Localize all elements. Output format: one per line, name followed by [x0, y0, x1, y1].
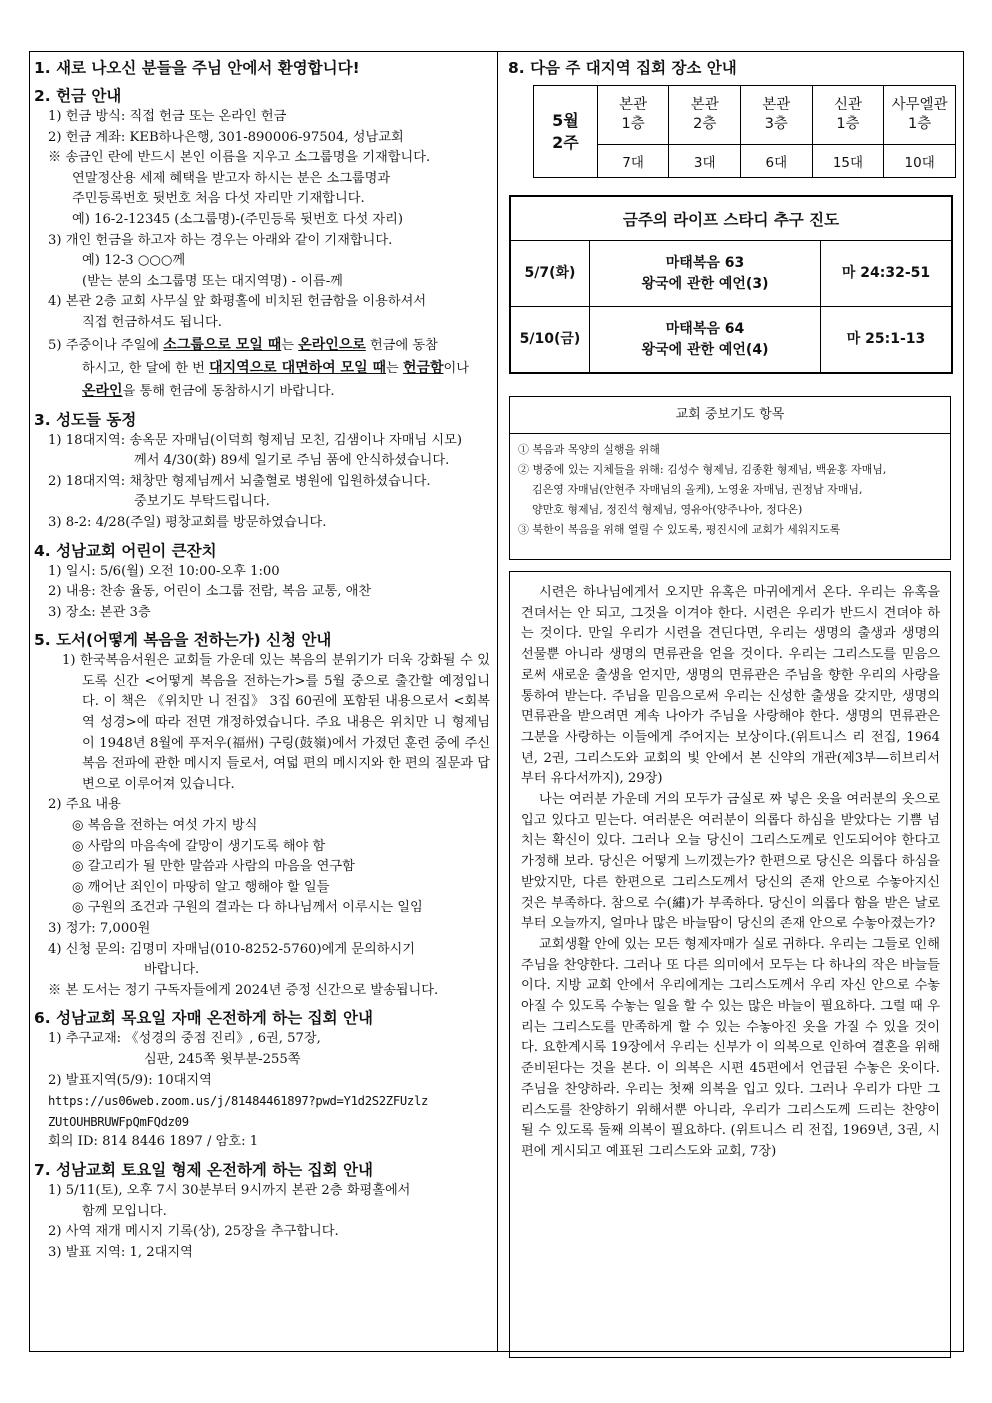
highlight: 온라인: [82, 382, 123, 399]
list-item: ◎ 사람의 마음속에 갈망이 생기도록 해야 함: [72, 838, 326, 854]
place-value: 10대: [884, 145, 956, 178]
line: ※ 송금인 란에 반드시 본인 이름을 지우고 소그룹명을 기재합니다.: [48, 150, 431, 166]
section-title: 3. 성도들 동정: [34, 410, 137, 429]
study-ref: 마 24:32-51: [821, 241, 952, 307]
reading-box: [509, 571, 951, 1358]
line: 께서 4/30(화) 89세 일기로 주님 품에 안식하셨습니다.: [134, 453, 450, 469]
line: 주민등록번호 뒷번호 처음 다섯 자리만 기재합니다.: [72, 191, 365, 207]
section-sisters-meeting: [34, 1007, 490, 1153]
right-column: [506, 57, 956, 1159]
line: 1) 18대지역: 송옥문 자매님(이덕희 형제님 모친, 김샘이나 자매님 시모): [48, 432, 462, 448]
section-brothers-meeting: [34, 1159, 490, 1263]
place-value: 3대: [669, 145, 741, 178]
prayer-item: 김은영 자매님(안현주 자매님의 올케), 노영윤 자매님, 권정남 자매님,: [532, 483, 863, 496]
offering-item-5-cont: 온라인을 통해 헌금에 동참하시기 바랍니다.: [82, 382, 335, 399]
line: 예) 16-2-12345 (소그룹명)-(주민등록 뒷번호 다섯 자리): [72, 211, 403, 227]
line: 직접 헌금하셔도 됩니다.: [82, 314, 222, 330]
line: 3) 8-2: 4/28(주일) 평창교회를 방문하였습니다.: [48, 514, 327, 530]
line: 연말정산용 세제 혜택을 받고자 하시는 분은 소그룹명과: [72, 170, 391, 186]
study-lesson: 마태복음 64 왕국에 관한 예언(4): [590, 307, 821, 373]
line: 3) 개인 헌금을 하고자 하는 경우는 아래와 같이 기재합니다.: [48, 232, 393, 248]
line: 1) 일시: 5/6(월) 오전 10:00-오후 1:00: [48, 563, 280, 579]
line: 3) 정가: 7,000원: [48, 921, 151, 936]
table-row: [511, 307, 952, 373]
section-title: 1. 새로 나오신 분들을 주님 안에서 환영합니다!: [34, 59, 360, 77]
line: 3) 발표 지역: 1, 2대지역: [48, 1244, 193, 1260]
place-value: 15대: [812, 145, 884, 178]
prayer-item: ① 복음과 목양의 실행을 위해: [518, 443, 660, 456]
week-cell: 5월 2주: [534, 86, 598, 178]
reading-paragraph: 교회생활 안에 있는 모든 형제자매가 실로 귀하다. 우리는 그들로 인해 주님을 찬양한다. 그러나 또 다른 의미에서 모두는 다 하나의 작은 바늘들이다. 지방 교회 안에서 우리에게는 그리스도께서 우리 자신 안으로 수놓아질 수 있도록 수놓는 일을 할 수 있는 많은 바늘이 필요하다. 그럴 때 우리는 그리스도를 만족하게 할 수 있는 수놓아진 옷을 가질 수 있을 것이다. 요한계시록 19장에서 우리는 신부가 이 의복으로 인하여 결혼을 위해 준비된다는 것을 본다. 이 의복은 시편 45편에서 언급된 수놓은 옷이다. 주님을 찬양하라. 우리는 첫째 의복을 입고 있다. 그러나 우리가 다만 그리스도를 찬양하기 위해서뿐 아니라, 우리가 그리스도께 드리는 찬양이 될 수 있도록 둘째 의복이 필요하다. (위트니스 리 전집, 1969년, 3권, 시편에 게시되고 예표된 그리스도와 교회, 7장): [521, 936, 940, 1159]
line: 1) 추구교재: 《성경의 중점 진리》, 6권, 57장,: [48, 1031, 321, 1047]
line: 4) 본관 2층 교회 사무실 앞 화평홀에 비치된 헌금함을 이용하셔서: [48, 294, 427, 310]
line: 1) 헌금 방식: 직접 헌금 또는 온라인 헌금: [48, 109, 287, 124]
place-header: 본관 3층: [741, 86, 813, 145]
study-ref: 마 25:1-13: [821, 307, 952, 373]
place-value: 7대: [597, 145, 669, 178]
book-description: 1) 한국복음서원은 교회들 가운데 있는 복음의 분위기가 더욱 강화될 수 있도록 신간 <어떻게 복음을 전하는가>를 5월 중으로 출간할 예정입니다. 이 책은 《위치만 니 전집》 3집 60권에 포함된 내용으로서 <회복역 성경>에 따라 전면 개정하였습니다. 주요 내용은 위치만 니 형제님이 1948년 8월에 푸저우(福州) 구링(鼓嶺)에서 가졌던 훈련 중에 주신 복음 전파에 관한 메시지 들로서, 여덟 편의 메시지와 한 편의 질문과 답변으로 이루어져 있습니다.: [62, 653, 490, 792]
prayer-item: ③ 북한이 복음을 위해 열릴 수 있도록, 평진시에 교회가 세워지도록: [518, 523, 841, 536]
line: 2) 주요 내용: [48, 797, 121, 813]
line: 2) 내용: 찬송 율동, 어린이 소그룹 전람, 복음 교통, 애찬: [48, 584, 372, 600]
prayer-item: ② 병중에 있는 지체들을 위해: 김성수 형제님, 김종환 형제님, 백윤홍 자매님,: [518, 463, 887, 476]
left-column: [34, 57, 490, 1269]
line: (받는 분의 소그룹명 또는 대지역명) - 이름-께: [82, 273, 343, 289]
line: 4) 신청 문의: 김명미 자매님(010-8252-5760)에게 문의하시기: [48, 941, 415, 957]
table-row: [511, 241, 952, 307]
place-header: 사무엘관 1층: [884, 86, 956, 145]
highlight: 대지역으로 대면하여 모일 때: [209, 359, 386, 376]
line: 중보기도 부탁드립니다.: [134, 494, 270, 510]
zoom-link[interactable]: https://us06web.zoom.us/j/81484461897?pwd=Y1d2S2ZFUzlz: [48, 1094, 429, 1109]
list-item: ◎ 갈고리가 될 만한 말씀과 사람의 마음을 연구함: [72, 859, 355, 875]
place-value: 6대: [741, 145, 813, 178]
meeting-id: 회의 ID: 814 8446 1897 / 암호: 1: [48, 1134, 259, 1150]
line: 1) 5/11(토), 오후 7시 30분부터 9시까지 본관 2층 화평홀에서: [48, 1182, 411, 1198]
section-offering: [34, 85, 490, 403]
note: ※ 본 도서는 정기 구독자들에게 2024년 증정 신간으로 발송됩니다.: [48, 982, 439, 998]
section-children-festival: [34, 540, 490, 624]
highlight: 소그룹으로 모일 때: [163, 336, 282, 353]
life-study-box: [509, 195, 953, 374]
list-item: ◎ 복음을 전하는 여섯 가지 방식: [72, 818, 258, 834]
line: 심판, 245쪽 윗부분-255쪽: [144, 1051, 301, 1067]
section-saints-news: [34, 409, 490, 534]
highlight: 헌금함: [402, 359, 444, 376]
line: 함께 모입니다.: [82, 1203, 167, 1219]
study-date: 5/7(화): [511, 241, 590, 307]
study-lesson: 마태복음 63 왕국에 관한 예언(3): [590, 241, 821, 307]
reading-paragraph: 시련은 하나님에게서 오지만 유혹은 마귀에게서 온다. 우리는 유혹을 견뎌서는 안 되고, 그것을 이겨야 한다. 시련은 우리가 반드시 견뎌야 하는 것이다. 만일 우리가 시련을 견딘다면, 우리는 생명의 출생과 생명의 선물뿐 아니라 생명의 면류관을 얻을 것이다. 우리는 그리스도를 믿음으로써 새로운 출생을 얻지만, 생명의 면류관은 주님을 향한 우리의 사랑을 통하여 받는다. 주님을 믿음으로써 우리는 신성한 출생을 갖지만, 생명의 면류관을 받으려면 계속 나아가 주님을 사랑해야 한다. 생명의 면류관은 그분을 사랑하는 이들에게 주어지는 보상이다.(위트니스 리 전집, 1964년, 2권, 그리스도와 교회의 빛 안에서 본 신약의 개관(제3부—히브리서부터 유다서까지), 29장): [521, 585, 940, 787]
offering-item-5: 5) 주중이나 주일에 소그룹으로 모일 때는 온라인으로 헌금에 동참: [48, 336, 438, 353]
section-title: 7. 성남교회 토요일 형제 온전하게 하는 집회 안내: [34, 1160, 373, 1179]
highlight: 온라인으로: [298, 336, 366, 353]
study-date: 5/10(금): [511, 307, 590, 373]
prayer-title: 교회 중보기도 항목: [510, 397, 950, 434]
prayer-box: [509, 396, 951, 560]
section-title: 2. 헌금 안내: [34, 87, 122, 105]
section-book-order: [34, 629, 490, 1001]
section-welcome: [34, 57, 490, 79]
line: 2) 18대지역: 채창만 형제님께서 뇌출혈로 병원에 입원하셨습니다.: [48, 473, 431, 489]
zoom-link-cont[interactable]: ZUtOUHBRUWFpQmFQdz09: [48, 1114, 189, 1129]
list-item: ◎ 구원의 조건과 구원의 결과는 다 하나님께서 이루시는 일임: [72, 900, 423, 916]
column-divider: [497, 51, 498, 1352]
section-title: 5. 도서(어떻게 복음을 전하는가) 신청 안내: [34, 631, 332, 650]
prayer-item: 양만호 형제님, 정진석 형제님, 영유아(양주나아, 정다온): [532, 503, 803, 516]
place-header: 신관 1층: [812, 86, 884, 145]
reading-paragraph: 나는 여러분 가운데 거의 모두가 금실로 짜 넣은 옷을 여러분의 옷으로 입고 있다고 믿는다. 여러분은 여러분이 의롭다 하심을 받았다는 기쁨 넘치는 확신이 있다. 그러나 오늘 당신이 그리스도께로 인도되어야 한다고 가정해 보라. 당신은 어떻게 느끼겠는가? 한편으로 당신은 의롭다 하심을 받았지만, 다른 한편으로 그리스도께서 당신의 존재 안으로 수놓아지신 것은 부족하다. 참으로 수(繡)가 부족하다. 당신이 의롭다 함을 받은 날로부터 오늘까지, 얼마나 많은 바늘땀이 당신의 존재 안으로 수놓아졌는가?: [521, 792, 940, 932]
line: 2) 발표지역(5/9): 10대지역: [48, 1072, 212, 1088]
line: 예) 12-3 ○○○께: [82, 253, 186, 269]
list-item: ◎ 깨어난 죄인이 마땅히 알고 행해야 할 일들: [72, 879, 330, 895]
section-title: 8. 다음 주 대지역 집회 장소 안내: [508, 59, 737, 77]
line: 바랍니다.: [144, 962, 200, 978]
place-header: 본관 1층: [597, 86, 669, 145]
place-header: 본관 2층: [669, 86, 741, 145]
line: 2) 사역 재개 메시지 기록(상), 25장을 추구합니다.: [48, 1224, 339, 1240]
section-title: 4. 성남교회 어린이 큰잔치: [34, 541, 217, 560]
line: 3) 장소: 본관 3층: [48, 604, 151, 620]
life-study-table: [510, 196, 952, 373]
location-table: [533, 85, 956, 178]
study-title: 금주의 라이프 스타디 추구 진도: [511, 197, 952, 241]
offering-item-5-cont: 하시고, 한 달에 한 번 대지역으로 대면하여 모일 때는 헌금함이나: [82, 359, 469, 376]
section-title: 6. 성남교회 목요일 자매 온전하게 하는 집회 안내: [34, 1009, 373, 1028]
line: 2) 헌금 계좌: KEB하나은행, 301-890006-97504, 성남교회: [48, 129, 404, 145]
